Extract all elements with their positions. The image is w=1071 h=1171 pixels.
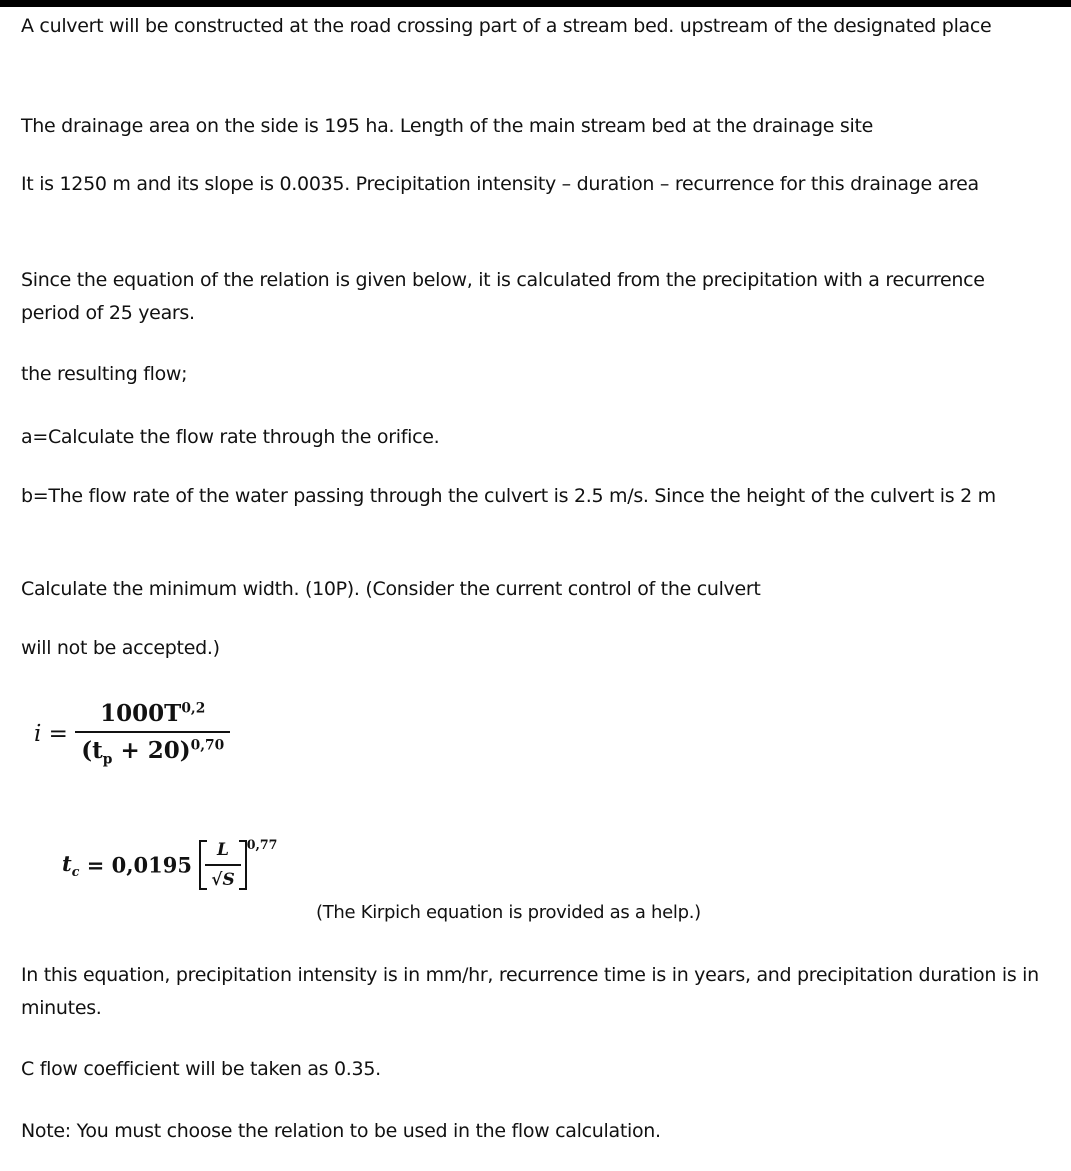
- formula-tc-eq: = 0,0195: [86, 852, 192, 878]
- paragraph-12: Note: You must choose the relation to be used in the flow calculation.: [21, 1120, 661, 1142]
- paragraph-5: the resulting flow;: [21, 363, 188, 385]
- formula-tc-fraction: [205, 840, 240, 890]
- paragraph-9: will not be accepted.): [21, 637, 220, 659]
- paragraph-3: It is 1250 m and its slope is 0.0035. Precipitation intensity – duration – recurrence for this drainage area: [21, 173, 979, 195]
- paragraph-7: b=The flow rate of the water passing through the culvert is 2.5 m/s. Since the height of the culvert is 2 m: [21, 485, 996, 507]
- formula-i-denominator: [75, 731, 230, 768]
- formula-i-den-exp: 0,70: [190, 737, 225, 754]
- paragraph-4: Since the equation of the relation is given below, it is calculated from the precipitation with a recurrence period of 25 years.: [21, 269, 985, 324]
- formula-tc-bracket: [199, 840, 246, 890]
- formula-i-num-exp: 0,2: [181, 700, 206, 717]
- formula-i-den-open: (t: [81, 737, 103, 764]
- formula-i-den-rest: + 20): [112, 737, 191, 764]
- kirpich-note: (The Kirpich equation is provided as a help.): [316, 902, 701, 923]
- formula-i-lhs: i =: [34, 720, 68, 747]
- paragraph-6: a=Calculate the flow rate through the orifice.: [21, 426, 440, 448]
- paragraph-11: C flow coefficient will be taken as 0.35.: [21, 1058, 381, 1080]
- formula-tc-exp: 0,77: [246, 836, 278, 852]
- formula-tc-lhs: [62, 850, 80, 880]
- paragraph-10: In this equation, precipitation intensity is in mm/hr, recurrence time is in years, and precipitation duration is in minutes.: [21, 964, 1039, 1019]
- formula-i-fraction: [75, 700, 230, 768]
- paragraph-1: A culvert will be constructed at the road crossing part of a stream bed. upstream of the designated place: [21, 15, 992, 37]
- formula-tc-t: t: [62, 850, 72, 876]
- formula-tc-den: √S: [205, 864, 240, 890]
- formula-tc-num: L: [217, 840, 229, 860]
- formula-i-num-text: 1000T: [100, 700, 182, 727]
- intensity-formula: [34, 700, 230, 768]
- kirpich-formula: [62, 836, 278, 890]
- paragraph-2: The drainage area on the side is 195 ha. Length of the main stream bed at the drainage site: [21, 115, 874, 137]
- formula-tc-sub: c: [71, 864, 80, 880]
- formula-i-den-sub: p: [102, 751, 113, 768]
- formula-i-numerator: [75, 700, 230, 731]
- paragraph-8: Calculate the minimum width. (10P). (Consider the current control of the culvert: [21, 578, 761, 600]
